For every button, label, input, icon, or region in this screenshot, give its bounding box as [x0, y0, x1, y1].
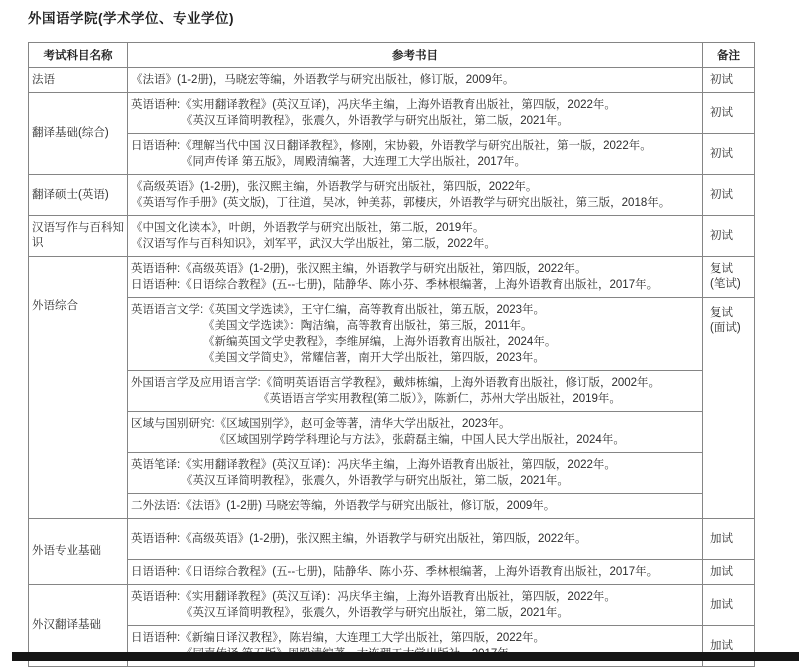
- remark-line: 初试: [710, 188, 733, 201]
- remark-line: 加试: [710, 639, 733, 652]
- remark-cell: [703, 175, 755, 216]
- reference-cell: [128, 585, 703, 626]
- reference-line: 日语语种:《日语综合教程》(五--七册)，陆静华、陈小芬、季林根编著，上海外语教育出版社，2017年。: [131, 566, 659, 578]
- reference-line: 外国语言学及应用语言学:《简明英语语言学教程》，戴炜栋编，上海外语教育出版社，修订版，2002年。: [131, 377, 661, 389]
- subject-cell: 外语综合: [29, 257, 128, 519]
- reference-line: 英语语言文学:《英国文学选读》，王守仁编，高等教育出版社，第五版，2023年。: [131, 304, 546, 316]
- table-row: [29, 134, 755, 175]
- reference-line: 日语语种:《理解当代中国 汉日翻译教程》，修刚，宋协毅，外语教学与研究出版社，第一版，2022年。: [131, 140, 652, 152]
- reference-cell: [128, 216, 703, 257]
- table-row: [29, 453, 755, 494]
- reference-cell: [128, 494, 703, 519]
- bottom-window-edge-bar: [12, 652, 799, 661]
- table-row: [29, 298, 755, 371]
- reference-line: 《区域国别学跨学科理论与方法》，张蔚磊主编，中国人民大学出版社，2024年。: [214, 434, 625, 446]
- remark-cell: [703, 257, 755, 298]
- remark-cell: [703, 585, 755, 626]
- subject-cell: 翻译基础(综合): [29, 93, 128, 175]
- remark-cell: [703, 134, 755, 175]
- reference-line: 《新编英国文学史教程》，李维屏编，上海外语教育出版社，2024年。: [203, 336, 557, 348]
- remark-line: 复试: [710, 263, 733, 275]
- reference-line: 《中国文化读本》，叶朗，外语教学与研究出版社，第二版，2019年。: [131, 222, 485, 234]
- table-row: [29, 585, 755, 626]
- remark-line: 加试: [710, 598, 733, 611]
- reference-line: 《美国文学选读》：陶洁编，高等教育出版社，第三版，2011年。: [203, 320, 533, 332]
- table-row: [29, 519, 755, 560]
- remark-cell: [703, 298, 755, 519]
- header-cell-references: 参考书目: [128, 43, 703, 68]
- remark-cell: [703, 560, 755, 585]
- table-row: [29, 494, 755, 519]
- reference-cell: [128, 560, 703, 585]
- remark-line: (笔试): [710, 278, 741, 290]
- remark-cell: [703, 216, 755, 257]
- table-header: [29, 43, 755, 68]
- reference-cell: [128, 453, 703, 494]
- reference-line: 《英语写作手册》(英文版)，丁往道，吴冰，钟美荪，郭棲庆，外语教学与研究出版社，第三版，2018年。: [131, 197, 671, 209]
- table-row: [29, 216, 755, 257]
- reference-line: 《英语语言学实用教程(第二版）》，陈新仁，苏州大学出版社，2019年。: [258, 393, 621, 405]
- reference-line: 英语语种:《实用翻译教程》(英汉互译)：冯庆华主编，上海外语教育出版社，第四版，2022年。: [131, 591, 616, 603]
- reference-line: 二外法语:《法语》(1-2册) 马晓宏等编，外语教学与研究出版社，修订版，2009年。: [131, 500, 556, 512]
- reference-line: 英语笔译:《实用翻译教程》(英汉互译)：冯庆华主编，上海外语教育出版社，第四版，2022年。: [131, 459, 616, 471]
- subject-cell: 法语: [29, 68, 128, 93]
- reference-cell: [128, 412, 703, 453]
- remark-line: 加试: [710, 565, 733, 578]
- reference-line: 英语语种:《高级英语》(1-2册)，张汉熙主编，外语教学与研究出版社，第四版，2022年。: [131, 263, 587, 275]
- reference-cell: [128, 298, 703, 371]
- reference-line: 《汉语写作与百科知识》，刘军平，武汉大学出版社，第二版，2022年。: [131, 238, 496, 250]
- header-cell-remark: 备注: [703, 43, 755, 68]
- reference-cell: [128, 93, 703, 134]
- remark-line: (面试): [710, 322, 741, 334]
- reference-line: 日语语种:《日语综合教程》(五--七册)，陆静华、陈小芬、季林根编著，上海外语教育出版社，2017年。: [131, 279, 659, 291]
- remark-cell: [703, 93, 755, 134]
- header-row: [29, 43, 755, 68]
- subject-cell: 汉语写作与百科知识: [29, 216, 128, 257]
- reference-line: 《英汉互译简明教程》，张震久，外语教学与研究出版社，第二版，2021年。: [181, 475, 569, 487]
- remark-line: 初试: [710, 73, 733, 86]
- remark-line: 加试: [710, 532, 733, 545]
- table-row: [29, 93, 755, 134]
- subject-cell: 外汉翻译基础: [29, 585, 128, 667]
- reference-line: 《英汉互译简明教程》，张震久，外语教学与研究出版社，第二版，2021年。: [181, 607, 569, 619]
- reference-line: 日语语种:《新编日译汉教程》，陈岩编，大连理工大学出版社，第四版，2022年。: [131, 632, 546, 644]
- subject-cell: 翻译硕士(英语): [29, 175, 128, 216]
- reference-line: 《同声传译 第五版》，周殿清编著，大连理工大学出版社，2017年。: [181, 156, 527, 168]
- reference-line: 区域与国别研究:《区域国别学》，赵可金等著，清华大学出版社，2023年。: [131, 418, 511, 430]
- header-cell-subject: 考试科目名称: [29, 43, 128, 68]
- reference-cell: [128, 175, 703, 216]
- table-row: [29, 175, 755, 216]
- reference-cell: [128, 134, 703, 175]
- reference-line: 英语语种:《高级英语》(1-2册)，张汉熙主编，外语教学与研究出版社，第四版，2022年。: [131, 533, 587, 545]
- reference-line: 《英汉互译简明教程》，张震久，外语教学与研究出版社，第二版，2021年。: [181, 115, 569, 127]
- remark-line: 初试: [710, 106, 733, 119]
- remark-line: 复试: [710, 307, 733, 319]
- table-row: [29, 412, 755, 453]
- reference-cell: [128, 371, 703, 412]
- remark-cell: [703, 68, 755, 93]
- table-body: [29, 68, 755, 667]
- table-row: [29, 257, 755, 298]
- reference-book-table: [28, 42, 755, 667]
- table-row: [29, 560, 755, 585]
- reference-line: 英语语种:《实用翻译教程》(英汉互译)，冯庆华主编，上海外语教育出版社，第四版，2022年。: [131, 99, 616, 111]
- reference-line: 《美国文学简史》，常耀信著，南开大学出版社，第四版，2023年。: [203, 352, 545, 364]
- remark-line: 初试: [710, 147, 733, 160]
- reference-line: 《法语》(1-2册)，马晓宏等编，外语教学与研究出版社，修订版，2009年。: [131, 74, 515, 86]
- reference-cell: [128, 68, 703, 93]
- reference-cell: [128, 519, 703, 560]
- table-row: [29, 68, 755, 93]
- reference-cell: [128, 257, 703, 298]
- page-title: 外国语学院(学术学位、专业学位): [28, 11, 234, 26]
- reference-line: 《高级英语》(1-2册)，张汉熙主编，外语教学与研究出版社，第四版，2022年。: [131, 181, 538, 193]
- subject-cell: 外语专业基础: [29, 519, 128, 585]
- table-row: [29, 371, 755, 412]
- remark-line: 初试: [710, 229, 733, 242]
- remark-cell: [703, 519, 755, 560]
